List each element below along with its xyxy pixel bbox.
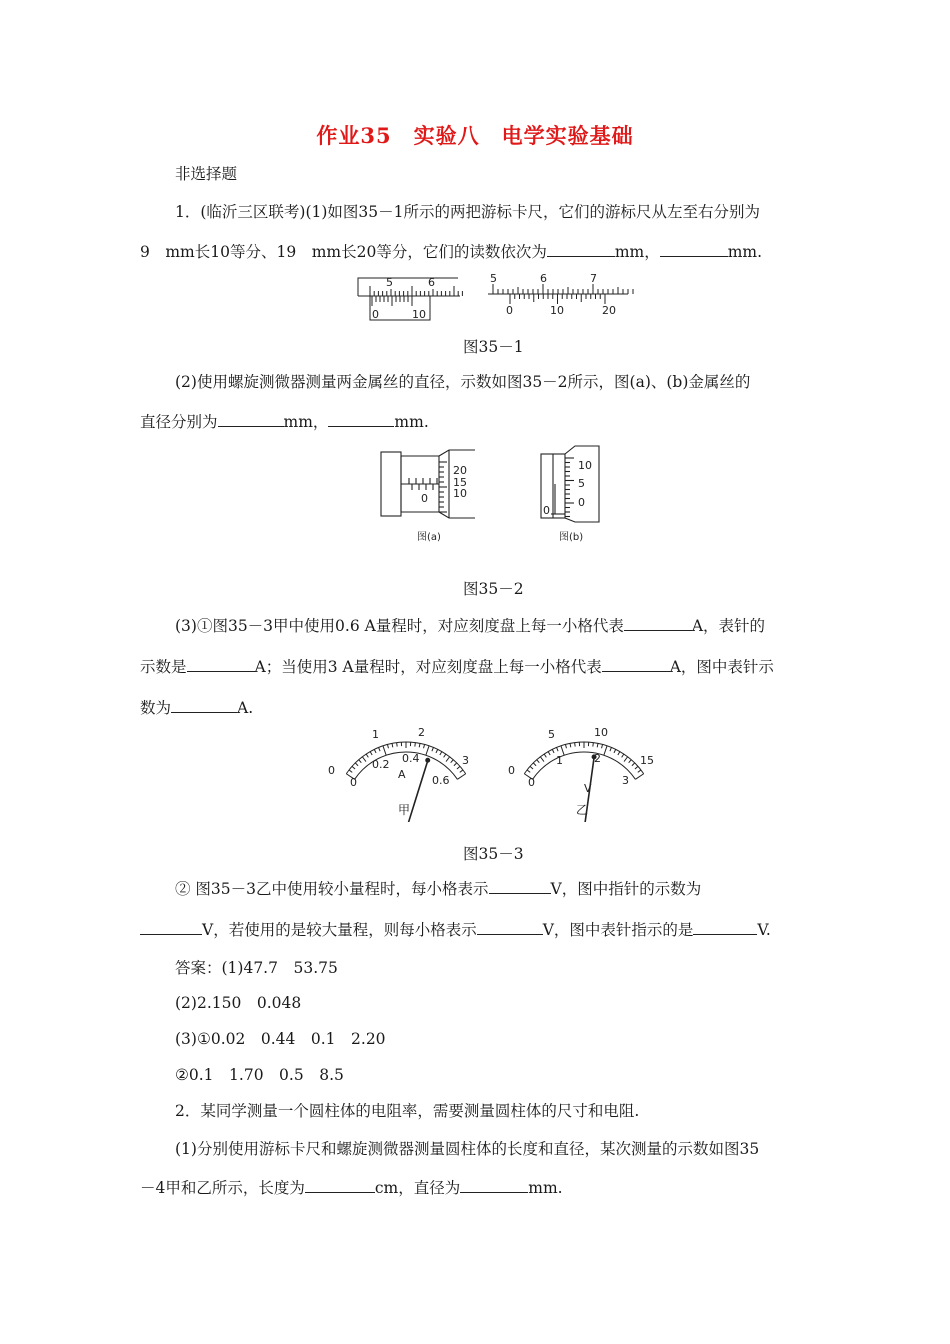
dial-tick [454, 763, 457, 766]
answer-blank[interactable] [477, 920, 543, 935]
figure-35-2-micrometers [375, 442, 615, 552]
dial-tick [537, 760, 540, 763]
dial-tick [557, 747, 559, 751]
answer-line: 答案：(1)47.7 53.75 [175, 959, 338, 977]
dial-tick [552, 749, 554, 753]
q1-line2 [140, 240, 762, 262]
answer-blank[interactable] [660, 242, 728, 257]
answer-line: (3)①0.02 0.44 0.1 2.20 [175, 1030, 386, 1048]
dial-tick [444, 754, 446, 757]
right-caliper [488, 284, 633, 304]
voltmeter-inner-label: 3 [622, 774, 629, 787]
q2-line3-text3: mm. [528, 1179, 563, 1197]
answer-line: ②0.1 1.70 0.5 8.5 [175, 1066, 344, 1084]
ammeter-inner-label: 0 [350, 776, 357, 789]
figure-35-1-vernier-calipers [340, 268, 640, 328]
q1-part4-line2 [140, 918, 771, 940]
ammeter-inner-label: 0.2 [372, 758, 390, 771]
q1-part4-text2: V，图中指针的示数为 [550, 880, 702, 898]
dial-tick [635, 766, 638, 769]
dial-tick [570, 743, 571, 747]
dial-tick [533, 763, 536, 766]
dial-tick [575, 743, 576, 747]
q2-line1: 2．某同学测量一个圆柱体的电阻率，需要测量圆柱体的尺寸和电阻. [175, 1102, 640, 1120]
dial-tick [597, 743, 598, 747]
answer-blank[interactable] [218, 412, 284, 427]
micrometer-b-label: 0 [543, 504, 550, 517]
voltmeter-inner-label: 2 [594, 752, 601, 765]
voltmeter-outer-label: 0 [508, 764, 515, 777]
q1-part4-text: ② 图35－3乙中使用较小量程时，每小格表示 [175, 880, 489, 898]
left-main-label: 5 [386, 276, 393, 289]
dial-needle-tip [426, 758, 430, 762]
dial-tick [540, 757, 544, 762]
dial-tick [618, 752, 620, 755]
q1-line2-text: 9 mm长10等分、19 mm长20等分，它们的读数依次为 [140, 243, 547, 261]
q2-line2: (1)分别使用游标卡尺和螺旋测微器测量圆柱体的长度和直径，某次测量的示数如图35 [175, 1140, 760, 1158]
q1-part4-text: V，若使用的是较大量程，则每小格表示 [202, 921, 477, 939]
q1-part2-unit2: mm. [394, 413, 429, 431]
answer-blank[interactable] [693, 920, 757, 935]
dial-tick [424, 744, 425, 748]
right-vernier-label: 0 [506, 304, 513, 317]
answer-line: (2)2.150 0.048 [175, 994, 302, 1012]
dial-tick [451, 760, 454, 763]
dial-tick [349, 770, 352, 772]
ammeter-outer-label: 2 [418, 726, 425, 739]
answer-blank[interactable] [602, 657, 670, 672]
micrometer-a-label: 20 [453, 464, 467, 477]
dial-tick [436, 749, 438, 753]
dial-tick [432, 747, 434, 751]
answer-blank[interactable] [171, 698, 237, 713]
right-main-label: 5 [490, 272, 497, 285]
ammeter-outer-label: 0 [328, 764, 335, 777]
q1-line1: 1．(临沂三区联考)(1)如图35－1所示的两把游标卡尺，它们的游标尺从左至右分别为 [175, 203, 760, 221]
dial-tick [548, 752, 550, 755]
ammeter-outer-label: 1 [372, 728, 379, 741]
voltmeter-outer-label: 10 [594, 726, 608, 739]
micrometer-a-label: 0 [421, 492, 428, 505]
micrometer-a-caption: 图(a) [417, 532, 441, 543]
dial-tick [565, 744, 566, 748]
section-heading: 非选择题 [175, 165, 238, 183]
dial-tick [622, 754, 624, 757]
figure-35-1-caption: 图35－1 [463, 338, 524, 356]
answer-blank[interactable] [460, 1178, 528, 1193]
dial-tick [397, 743, 398, 747]
q1-part3-text2: A，表针的 [691, 617, 766, 635]
dial-tick [362, 757, 366, 762]
ammeter-name: 甲 [398, 803, 411, 817]
dial-tick [604, 746, 607, 755]
dial-tick [638, 770, 641, 772]
dial-tick [383, 746, 386, 755]
ammeter-unit: A [398, 768, 406, 781]
q1-part3-text: (3)①图35－3甲中使用0.6 A量程时，对应刻度盘上每一小格代表 [175, 617, 624, 635]
right-vernier-label: 20 [602, 304, 616, 317]
voltmeter-name: 乙 [576, 803, 589, 817]
dial-tick [457, 766, 460, 769]
q1-part4-text2: V，图中表针指示的是 [542, 921, 694, 939]
ammeter-inner-label: 0.4 [402, 752, 420, 765]
q1-part3-text: 示数是 [140, 658, 187, 676]
q1-part3-line3 [140, 696, 253, 718]
left-vernier-label: 10 [412, 308, 426, 321]
q2-line3-text2: cm，直径为 [374, 1179, 461, 1197]
q1-part2-unit1: mm， [283, 413, 329, 431]
dial-tick [359, 760, 362, 763]
q1-part3-text2: A；当使用3 A量程时，对应刻度盘上每一小格代表 [254, 658, 602, 676]
dial-tick [460, 770, 463, 772]
dial-tick [457, 774, 465, 780]
q1-part4-line1 [175, 877, 701, 899]
dial-tick [527, 770, 530, 772]
q1-part3-line2 [140, 655, 774, 677]
answer-blank[interactable] [140, 920, 202, 935]
answer-blank[interactable] [547, 242, 615, 257]
voltmeter-inner-label: 0 [528, 776, 535, 789]
dial-tick [392, 743, 393, 747]
dial-tick [440, 752, 442, 755]
left-main-label: 6 [428, 276, 435, 289]
dial-tick [426, 746, 429, 755]
answer-blank[interactable] [328, 412, 394, 427]
dial-tick [632, 763, 635, 766]
dial-tick [593, 743, 594, 747]
micrometer-b-label: 0 [578, 496, 585, 509]
q1-line2-unit2: mm. [727, 243, 763, 261]
dial-tick [635, 774, 643, 780]
dial-tick [355, 763, 358, 766]
dial-tick [544, 754, 546, 757]
figure-35-3-caption: 图35－3 [463, 845, 524, 863]
dial-tick [624, 757, 628, 762]
voltmeter-outer-label: 5 [548, 728, 555, 741]
dial-tick [629, 760, 632, 763]
answer-blank[interactable] [624, 616, 692, 631]
voltmeter-inner-label: 1 [556, 754, 563, 767]
dial-tick [415, 743, 416, 747]
right-main-label: 7 [590, 272, 597, 285]
page-title: 作业35 实验八 电学实验基础 [316, 123, 634, 148]
q1-part3-text3: A，图中表针示 [669, 658, 774, 676]
answer-blank[interactable] [305, 1178, 375, 1193]
dial-tick [614, 749, 616, 753]
q2-line3 [140, 1176, 563, 1198]
answer-blank[interactable] [489, 879, 551, 894]
q1-part2-line2 [140, 410, 429, 432]
dial-tick [610, 747, 612, 751]
left-vernier-label: 0 [372, 308, 379, 321]
q1-part2-text: 直径分别为 [140, 413, 218, 431]
q2-line3-text: －4甲和乙所示，长度为 [140, 1179, 305, 1197]
q1-part4-text3: V. [757, 921, 771, 939]
q1-part3-line1 [175, 614, 765, 636]
micrometer-b-label: 10 [578, 459, 592, 472]
right-vernier-label: 10 [550, 304, 564, 317]
dial-tick [370, 752, 372, 755]
dial-tick [419, 743, 420, 747]
dial-tick [446, 757, 450, 762]
figure-35-3-meter-dials [322, 722, 662, 822]
dial-tick [387, 744, 388, 748]
right-main-label: 6 [540, 272, 547, 285]
q1-line2-unit1: mm， [614, 243, 660, 261]
dial-tick [374, 749, 376, 753]
dial-tick [366, 754, 368, 757]
dial-arc [533, 752, 636, 779]
ammeter-outer-label: 3 [462, 754, 469, 767]
micrometer-b-label: 5 [578, 477, 585, 490]
q1-part2-line1: (2)使用螺旋测微器测量两金属丝的直径，示数如图35－2所示，图(a)、(b)金属丝的 [175, 373, 751, 391]
micrometer-b-caption: 图(b) [559, 532, 584, 543]
dial-tick [352, 766, 355, 769]
q1-part3-text: 数为 [140, 699, 172, 717]
dial-tick [602, 744, 603, 748]
ammeter-inner-label: 0.6 [432, 774, 450, 787]
micrometer-a-label: 10 [453, 487, 467, 500]
answer-blank[interactable] [187, 657, 255, 672]
figure-35-2-caption: 图35－2 [463, 580, 524, 598]
micrometer-a-label: 15 [453, 476, 467, 489]
q1-part3-text2: A. [237, 699, 254, 717]
voltmeter-outer-label: 15 [640, 754, 654, 767]
dial-tick [530, 766, 533, 769]
voltmeter-unit: V [584, 782, 592, 795]
dial-tick [379, 747, 381, 751]
